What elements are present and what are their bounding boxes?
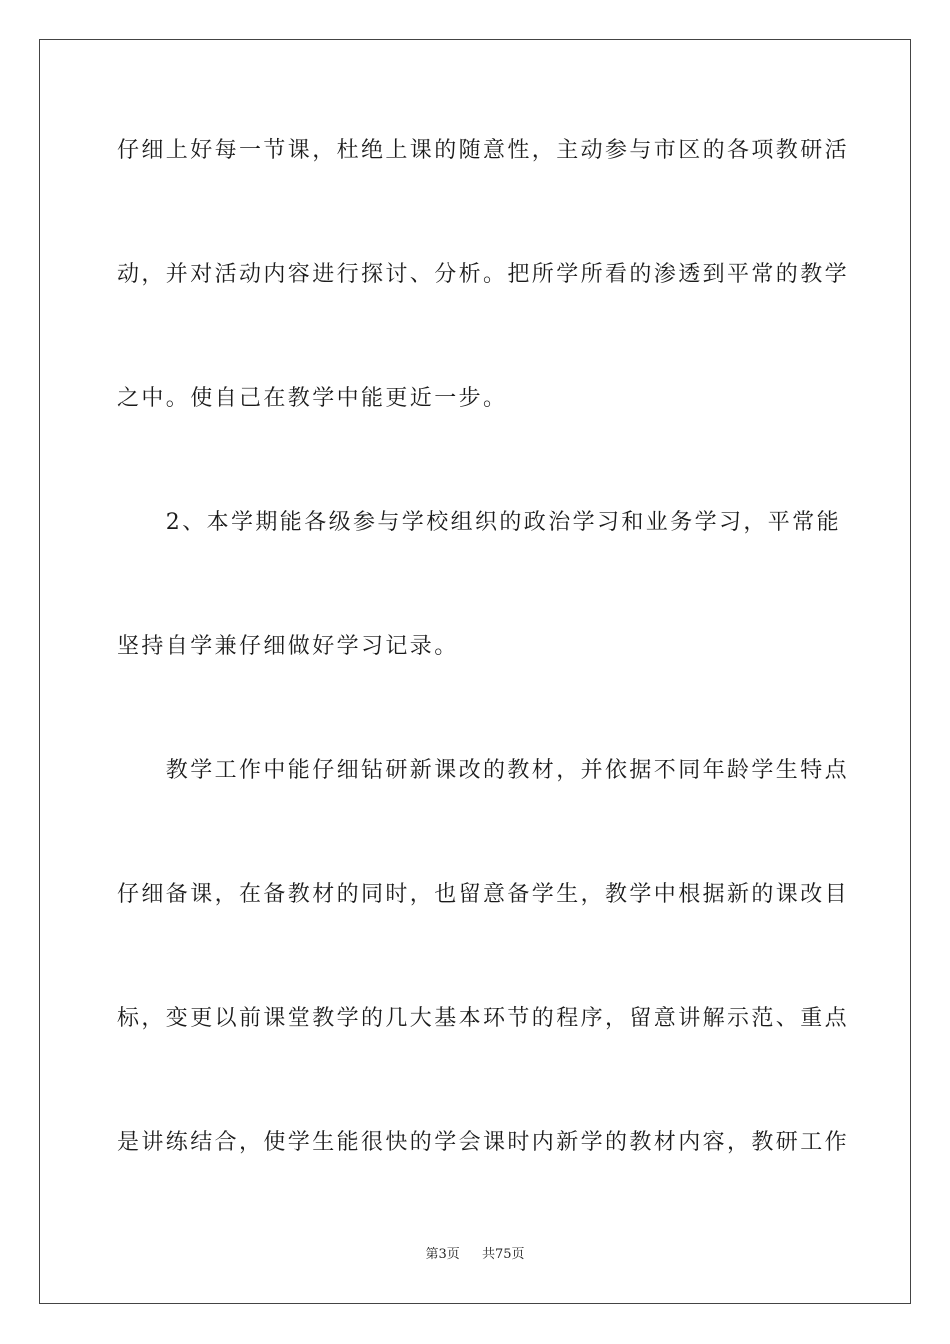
text-line-9: 是讲练结合，使学生能很快的学会课时内新学的教材内容，教研工作	[117, 1130, 850, 1155]
page-border	[39, 39, 911, 1304]
page-total: 共75页	[482, 1247, 525, 1262]
page-footer	[0, 1246, 950, 1264]
text-line-4: 2、本学期能各级参与学校组织的政治学习和业务学习，平常能	[117, 510, 841, 535]
text-line-6: 教学工作中能仔细钻研新课改的教材，并依据不同年龄学生特点	[117, 758, 850, 783]
page-number: 第3页	[425, 1247, 460, 1262]
text-line-1: 仔细上好每一节课，杜绝上课的随意性，主动参与市区的各项教研活	[117, 138, 850, 163]
text-line-5: 坚持自学兼仔细做好学习记录。	[117, 634, 459, 659]
text-line-7: 仔细备课，在备教材的同时，也留意备学生，教学中根据新的课改目	[117, 882, 850, 907]
text-line-3: 之中。使自己在教学中能更近一步。	[117, 386, 508, 411]
text-line-2: 动，并对活动内容进行探讨、分析。把所学所看的渗透到平常的教学	[117, 262, 850, 287]
text-line-8: 标，变更以前课堂教学的几大基本环节的程序，留意讲解示范、重点	[117, 1006, 850, 1031]
